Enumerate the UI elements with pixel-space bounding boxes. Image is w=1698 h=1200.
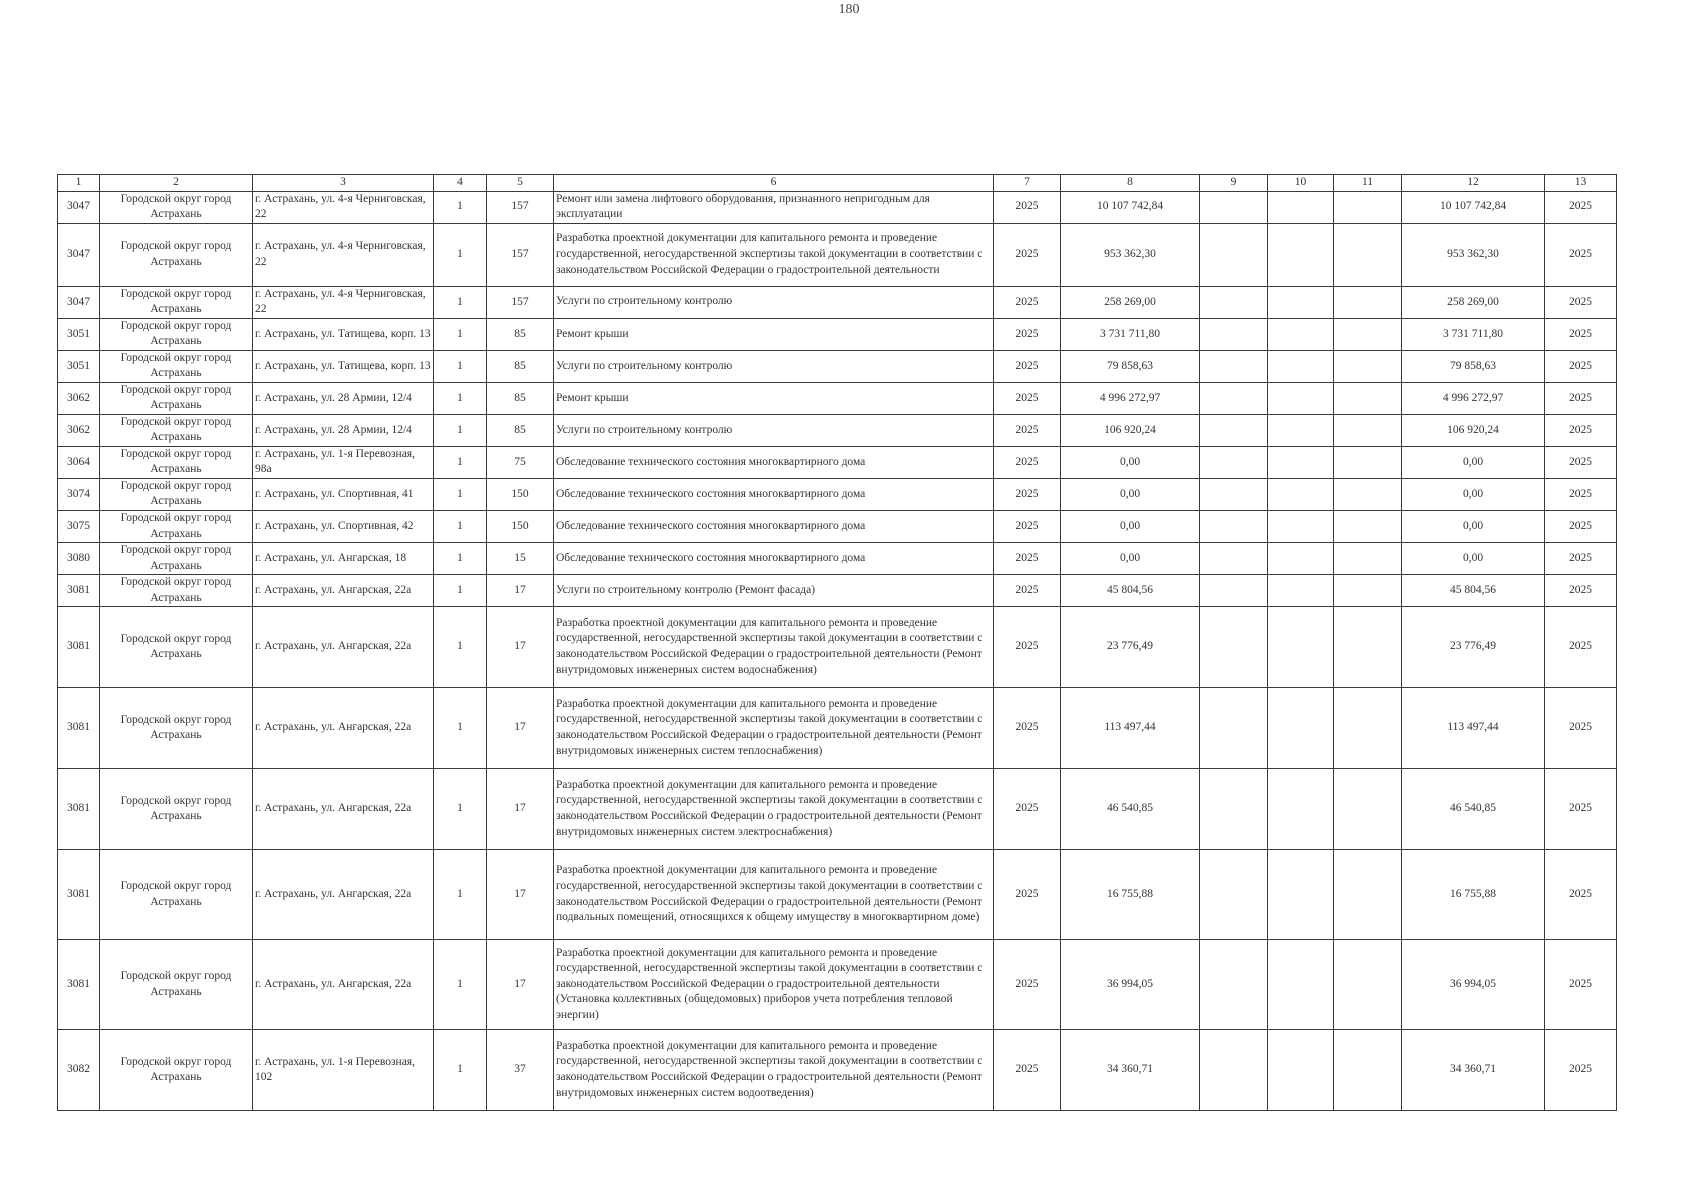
address-cell: г. Астрахань, ул. 28 Армии, 12/4 — [253, 382, 434, 414]
column-number-11: 11 — [1334, 175, 1402, 192]
municipality-cell: Городской округ город Астрахань — [100, 940, 253, 1030]
col5-cell: 85 — [487, 382, 554, 414]
col11-cell — [1334, 478, 1402, 510]
col9-cell — [1200, 575, 1268, 607]
col11-cell — [1334, 607, 1402, 688]
column-number-10: 10 — [1268, 175, 1334, 192]
col11-cell — [1334, 414, 1402, 446]
col10-cell — [1268, 318, 1334, 350]
col11-cell — [1334, 191, 1402, 223]
table-row — [58, 575, 1617, 607]
record-id-cell: 3047 — [58, 191, 100, 223]
col11-cell — [1334, 940, 1402, 1030]
end-year-cell: 2025 — [1545, 446, 1617, 478]
col9-cell — [1200, 446, 1268, 478]
col4-cell: 1 — [434, 543, 487, 575]
col4-cell: 1 — [434, 769, 487, 850]
municipality-cell: Городской округ город Астрахань — [100, 575, 253, 607]
municipality-cell: Городской округ город Астрахань — [100, 607, 253, 688]
end-year-cell: 2025 — [1545, 1030, 1617, 1111]
col11-cell — [1334, 286, 1402, 318]
work-type-cell: Обследование технического состояния многоквартирного дома — [554, 510, 994, 542]
record-id-cell: 3080 — [58, 543, 100, 575]
total-cost-cell: 79 858,63 — [1061, 350, 1200, 382]
municipality-cell: Городской округ город Астрахань — [100, 414, 253, 446]
table-row — [58, 543, 1617, 575]
table-row — [58, 478, 1617, 510]
column-number-3: 3 — [253, 175, 434, 192]
municipality-cell: Городской округ город Астрахань — [100, 223, 253, 286]
table-row — [58, 286, 1617, 318]
municipality-cell: Городской округ город Астрахань — [100, 350, 253, 382]
total-cost-cell: 45 804,56 — [1061, 575, 1200, 607]
table-row — [58, 850, 1617, 940]
work-type-cell: Услуги по строительному контролю — [554, 350, 994, 382]
year-cell: 2025 — [994, 607, 1061, 688]
col10-cell — [1268, 223, 1334, 286]
cost-cell: 953 362,30 — [1402, 223, 1545, 286]
total-cost-cell: 46 540,85 — [1061, 769, 1200, 850]
col5-cell: 17 — [487, 575, 554, 607]
col9-cell — [1200, 223, 1268, 286]
col4-cell: 1 — [434, 382, 487, 414]
cost-cell: 45 804,56 — [1402, 575, 1545, 607]
column-number-4: 4 — [434, 175, 487, 192]
end-year-cell: 2025 — [1545, 850, 1617, 940]
cost-cell: 113 497,44 — [1402, 688, 1545, 769]
col5-cell: 37 — [487, 1030, 554, 1111]
col5-cell: 85 — [487, 414, 554, 446]
address-cell: г. Астрахань, ул. 28 Армии, 12/4 — [253, 414, 434, 446]
address-cell: г. Астрахань, ул. Спортивная, 41 — [253, 478, 434, 510]
work-type-cell: Услуги по строительному контролю — [554, 286, 994, 318]
address-cell: г. Астрахань, ул. 4-я Черниговская, 22 — [253, 191, 434, 223]
column-number-8: 8 — [1061, 175, 1200, 192]
address-cell: г. Астрахань, ул. 1-я Перевозная, 102 — [253, 1030, 434, 1111]
address-cell: г. Астрахань, ул. Ангарская, 22а — [253, 769, 434, 850]
col5-cell: 17 — [487, 688, 554, 769]
total-cost-cell: 0,00 — [1061, 543, 1200, 575]
municipality-cell: Городской округ город Астрахань — [100, 850, 253, 940]
end-year-cell: 2025 — [1545, 607, 1617, 688]
table-row — [58, 382, 1617, 414]
table-row — [58, 769, 1617, 850]
column-number-12: 12 — [1402, 175, 1545, 192]
col10-cell — [1268, 191, 1334, 223]
total-cost-cell: 258 269,00 — [1061, 286, 1200, 318]
column-number-13: 13 — [1545, 175, 1617, 192]
total-cost-cell: 0,00 — [1061, 446, 1200, 478]
col4-cell: 1 — [434, 350, 487, 382]
col9-cell — [1200, 510, 1268, 542]
year-cell: 2025 — [994, 382, 1061, 414]
year-cell: 2025 — [994, 543, 1061, 575]
cost-cell: 3 731 711,80 — [1402, 318, 1545, 350]
work-type-cell: Разработка проектной документации для капитального ремонта и проведение государственной, негосударственной экспертизы такой документации в соответствии с законодательством Российской Федерации о градостроительной деятельности — [554, 223, 994, 286]
record-id-cell: 3082 — [58, 1030, 100, 1111]
column-number-7: 7 — [994, 175, 1061, 192]
municipality-cell: Городской округ город Астрахань — [100, 478, 253, 510]
work-type-cell: Разработка проектной документации для капитального ремонта и проведение государственной, негосударственной экспертизы такой документации в соответствии с законодательством Российской Федерации о градостроительной деятельности (Ремонт подвальных помещений, относящихся к общему имуществу в многоквартирном доме) — [554, 850, 994, 940]
address-cell: г. Астрахань, ул. Ангарская, 22а — [253, 607, 434, 688]
work-type-cell: Ремонт или замена лифтового оборудования, признанного непригодным для эксплуатации — [554, 191, 994, 223]
municipality-cell: Городской округ город Астрахань — [100, 446, 253, 478]
cost-cell: 36 994,05 — [1402, 940, 1545, 1030]
year-cell: 2025 — [994, 575, 1061, 607]
table-row — [58, 191, 1617, 223]
table-row — [58, 223, 1617, 286]
work-type-cell: Разработка проектной документации для капитального ремонта и проведение государственной, негосударственной экспертизы такой документации в соответствии с законодательством Российской Федерации о градостроительной деятельности (Ремонт внутридомовых инженерных систем теплоснабжения) — [554, 688, 994, 769]
total-cost-cell: 3 731 711,80 — [1061, 318, 1200, 350]
table-row — [58, 510, 1617, 542]
work-type-cell: Ремонт крыши — [554, 382, 994, 414]
end-year-cell: 2025 — [1545, 769, 1617, 850]
col11-cell — [1334, 850, 1402, 940]
record-id-cell: 3081 — [58, 688, 100, 769]
cost-cell: 258 269,00 — [1402, 286, 1545, 318]
col4-cell: 1 — [434, 223, 487, 286]
cost-cell: 34 360,71 — [1402, 1030, 1545, 1111]
col9-cell — [1200, 318, 1268, 350]
total-cost-cell: 23 776,49 — [1061, 607, 1200, 688]
end-year-cell: 2025 — [1545, 478, 1617, 510]
end-year-cell: 2025 — [1545, 223, 1617, 286]
table-row — [58, 607, 1617, 688]
table-row — [58, 350, 1617, 382]
end-year-cell: 2025 — [1545, 318, 1617, 350]
year-cell: 2025 — [994, 223, 1061, 286]
col9-cell — [1200, 414, 1268, 446]
col4-cell: 1 — [434, 940, 487, 1030]
col9-cell — [1200, 478, 1268, 510]
cost-cell: 0,00 — [1402, 478, 1545, 510]
work-type-cell: Обследование технического состояния многоквартирного дома — [554, 543, 994, 575]
work-type-cell: Разработка проектной документации для капитального ремонта и проведение государственной, негосударственной экспертизы такой документации в соответствии с законодательством Российской Федерации о градостроительной деятельности (Установка коллективных (общедомовых) приборов учета потребления тепловой энергии) — [554, 940, 994, 1030]
year-cell: 2025 — [994, 769, 1061, 850]
table-row — [58, 318, 1617, 350]
record-id-cell: 3081 — [58, 940, 100, 1030]
total-cost-cell: 113 497,44 — [1061, 688, 1200, 769]
total-cost-cell: 34 360,71 — [1061, 1030, 1200, 1111]
municipality-cell: Городской округ город Астрахань — [100, 191, 253, 223]
col9-cell — [1200, 350, 1268, 382]
year-cell: 2025 — [994, 688, 1061, 769]
table-row — [58, 414, 1617, 446]
record-id-cell: 3074 — [58, 478, 100, 510]
record-id-cell: 3064 — [58, 446, 100, 478]
cost-cell: 16 755,88 — [1402, 850, 1545, 940]
col5-cell: 85 — [487, 350, 554, 382]
col5-cell: 157 — [487, 191, 554, 223]
table-row — [58, 940, 1617, 1030]
municipality-cell: Городской округ город Астрахань — [100, 286, 253, 318]
cost-cell: 23 776,49 — [1402, 607, 1545, 688]
work-type-cell: Разработка проектной документации для капитального ремонта и проведение государственной, негосударственной экспертизы такой документации в соответствии с законодательством Российской Федерации о градостроительной деятельности (Ремонт внутридомовых инженерных систем водоотведения) — [554, 1030, 994, 1111]
end-year-cell: 2025 — [1545, 543, 1617, 575]
col11-cell — [1334, 223, 1402, 286]
col11-cell — [1334, 318, 1402, 350]
end-year-cell: 2025 — [1545, 382, 1617, 414]
work-type-cell: Ремонт крыши — [554, 318, 994, 350]
cost-cell: 79 858,63 — [1402, 350, 1545, 382]
total-cost-cell: 953 362,30 — [1061, 223, 1200, 286]
col5-cell: 75 — [487, 446, 554, 478]
end-year-cell: 2025 — [1545, 940, 1617, 1030]
end-year-cell: 2025 — [1545, 286, 1617, 318]
total-cost-cell: 106 920,24 — [1061, 414, 1200, 446]
col10-cell — [1268, 1030, 1334, 1111]
work-type-cell: Услуги по строительному контролю — [554, 414, 994, 446]
col9-cell — [1200, 543, 1268, 575]
year-cell: 2025 — [994, 191, 1061, 223]
municipality-cell: Городской округ город Астрахань — [100, 1030, 253, 1111]
col10-cell — [1268, 478, 1334, 510]
col4-cell: 1 — [434, 318, 487, 350]
record-id-cell: 3051 — [58, 318, 100, 350]
capital-repair-table — [57, 174, 1617, 1111]
col9-cell — [1200, 769, 1268, 850]
address-cell: г. Астрахань, ул. Ангарская, 22а — [253, 850, 434, 940]
year-cell: 2025 — [994, 1030, 1061, 1111]
total-cost-cell: 0,00 — [1061, 510, 1200, 542]
col10-cell — [1268, 688, 1334, 769]
work-type-cell: Разработка проектной документации для капитального ремонта и проведение государственной, негосударственной экспертизы такой документации в соответствии с законодательством Российской Федерации о градостроительной деятельности (Ремонт внутридомовых инженерных систем водоснабжения) — [554, 607, 994, 688]
address-cell: г. Астрахань, ул. Ангарская, 18 — [253, 543, 434, 575]
record-id-cell: 3081 — [58, 769, 100, 850]
col10-cell — [1268, 607, 1334, 688]
year-cell: 2025 — [994, 940, 1061, 1030]
address-cell: г. Астрахань, ул. Ангарская, 22а — [253, 688, 434, 769]
end-year-cell: 2025 — [1545, 510, 1617, 542]
total-cost-cell: 36 994,05 — [1061, 940, 1200, 1030]
cost-cell: 0,00 — [1402, 543, 1545, 575]
col9-cell — [1200, 382, 1268, 414]
col9-cell — [1200, 940, 1268, 1030]
address-cell: г. Астрахань, ул. Татищева, корп. 13 — [253, 318, 434, 350]
column-number-6: 6 — [554, 175, 994, 192]
col9-cell — [1200, 850, 1268, 940]
col11-cell — [1334, 1030, 1402, 1111]
col11-cell — [1334, 769, 1402, 850]
col9-cell — [1200, 688, 1268, 769]
col5-cell: 85 — [487, 318, 554, 350]
municipality-cell: Городской округ город Астрахань — [100, 510, 253, 542]
record-id-cell: 3081 — [58, 850, 100, 940]
year-cell: 2025 — [994, 850, 1061, 940]
column-number-1: 1 — [58, 175, 100, 192]
col5-cell: 150 — [487, 510, 554, 542]
work-type-cell: Обследование технического состояния многоквартирного дома — [554, 478, 994, 510]
col4-cell: 1 — [434, 575, 487, 607]
municipality-cell: Городской округ город Астрахань — [100, 769, 253, 850]
column-number-5: 5 — [487, 175, 554, 192]
col5-cell: 17 — [487, 769, 554, 850]
col11-cell — [1334, 543, 1402, 575]
page-number: 180 — [838, 2, 860, 17]
col9-cell — [1200, 286, 1268, 318]
municipality-cell: Городской округ город Астрахань — [100, 382, 253, 414]
table-row — [58, 446, 1617, 478]
col9-cell — [1200, 607, 1268, 688]
col5-cell: 17 — [487, 940, 554, 1030]
end-year-cell: 2025 — [1545, 350, 1617, 382]
cost-cell: 46 540,85 — [1402, 769, 1545, 850]
col4-cell: 1 — [434, 607, 487, 688]
col10-cell — [1268, 769, 1334, 850]
end-year-cell: 2025 — [1545, 688, 1617, 769]
col10-cell — [1268, 575, 1334, 607]
municipality-cell: Городской округ город Астрахань — [100, 543, 253, 575]
column-number-9: 9 — [1200, 175, 1268, 192]
record-id-cell: 3047 — [58, 223, 100, 286]
col9-cell — [1200, 191, 1268, 223]
record-id-cell: 3062 — [58, 414, 100, 446]
record-id-cell: 3051 — [58, 350, 100, 382]
col4-cell: 1 — [434, 191, 487, 223]
col4-cell: 1 — [434, 286, 487, 318]
total-cost-cell: 4 996 272,97 — [1061, 382, 1200, 414]
column-number-row — [58, 175, 1617, 192]
cost-cell: 106 920,24 — [1402, 414, 1545, 446]
col10-cell — [1268, 940, 1334, 1030]
col5-cell: 157 — [487, 286, 554, 318]
end-year-cell: 2025 — [1545, 414, 1617, 446]
year-cell: 2025 — [994, 510, 1061, 542]
col10-cell — [1268, 382, 1334, 414]
work-type-cell: Разработка проектной документации для капитального ремонта и проведение государственной, негосударственной экспертизы такой документации в соответствии с законодательством Российской Федерации о градостроительной деятельности (Ремонт внутридомовых инженерных систем электроснабжения) — [554, 769, 994, 850]
year-cell: 2025 — [994, 286, 1061, 318]
total-cost-cell: 0,00 — [1061, 478, 1200, 510]
cost-cell: 10 107 742,84 — [1402, 191, 1545, 223]
col11-cell — [1334, 350, 1402, 382]
year-cell: 2025 — [994, 446, 1061, 478]
col10-cell — [1268, 414, 1334, 446]
col10-cell — [1268, 286, 1334, 318]
work-type-cell: Обследование технического состояния многоквартирного дома — [554, 446, 994, 478]
address-cell: г. Астрахань, ул. Спортивная, 42 — [253, 510, 434, 542]
col11-cell — [1334, 446, 1402, 478]
address-cell: г. Астрахань, ул. Ангарская, 22а — [253, 575, 434, 607]
col10-cell — [1268, 850, 1334, 940]
municipality-cell: Городской округ город Астрахань — [100, 688, 253, 769]
record-id-cell: 3081 — [58, 575, 100, 607]
col10-cell — [1268, 350, 1334, 382]
col10-cell — [1268, 510, 1334, 542]
record-id-cell: 3062 — [58, 382, 100, 414]
col5-cell: 15 — [487, 543, 554, 575]
address-cell: г. Астрахань, ул. 1-я Перевозная, 98а — [253, 446, 434, 478]
col5-cell: 17 — [487, 607, 554, 688]
col5-cell: 17 — [487, 850, 554, 940]
year-cell: 2025 — [994, 478, 1061, 510]
record-id-cell: 3081 — [58, 607, 100, 688]
table-row — [58, 688, 1617, 769]
year-cell: 2025 — [994, 414, 1061, 446]
cost-cell: 0,00 — [1402, 446, 1545, 478]
column-number-2: 2 — [100, 175, 253, 192]
end-year-cell: 2025 — [1545, 191, 1617, 223]
total-cost-cell: 10 107 742,84 — [1061, 191, 1200, 223]
col5-cell: 157 — [487, 223, 554, 286]
col10-cell — [1268, 543, 1334, 575]
record-id-cell: 3047 — [58, 286, 100, 318]
col11-cell — [1334, 575, 1402, 607]
col11-cell — [1334, 510, 1402, 542]
address-cell: г. Астрахань, ул. 4-я Черниговская, 22 — [253, 223, 434, 286]
municipality-cell: Городской округ город Астрахань — [100, 318, 253, 350]
col4-cell: 1 — [434, 478, 487, 510]
year-cell: 2025 — [994, 350, 1061, 382]
col4-cell: 1 — [434, 850, 487, 940]
cost-cell: 0,00 — [1402, 510, 1545, 542]
col10-cell — [1268, 446, 1334, 478]
col9-cell — [1200, 1030, 1268, 1111]
col4-cell: 1 — [434, 446, 487, 478]
col4-cell: 1 — [434, 1030, 487, 1111]
total-cost-cell: 16 755,88 — [1061, 850, 1200, 940]
year-cell: 2025 — [994, 318, 1061, 350]
work-type-cell: Услуги по строительному контролю (Ремонт фасада) — [554, 575, 994, 607]
end-year-cell: 2025 — [1545, 575, 1617, 607]
col5-cell: 150 — [487, 478, 554, 510]
col4-cell: 1 — [434, 510, 487, 542]
address-cell: г. Астрахань, ул. 4-я Черниговская, 22 — [253, 286, 434, 318]
address-cell: г. Астрахань, ул. Ангарская, 22а — [253, 940, 434, 1030]
table-row — [58, 1030, 1617, 1111]
col11-cell — [1334, 382, 1402, 414]
col11-cell — [1334, 688, 1402, 769]
col4-cell: 1 — [434, 688, 487, 769]
col4-cell: 1 — [434, 414, 487, 446]
record-id-cell: 3075 — [58, 510, 100, 542]
cost-cell: 4 996 272,97 — [1402, 382, 1545, 414]
address-cell: г. Астрахань, ул. Татищева, корп. 13 — [253, 350, 434, 382]
